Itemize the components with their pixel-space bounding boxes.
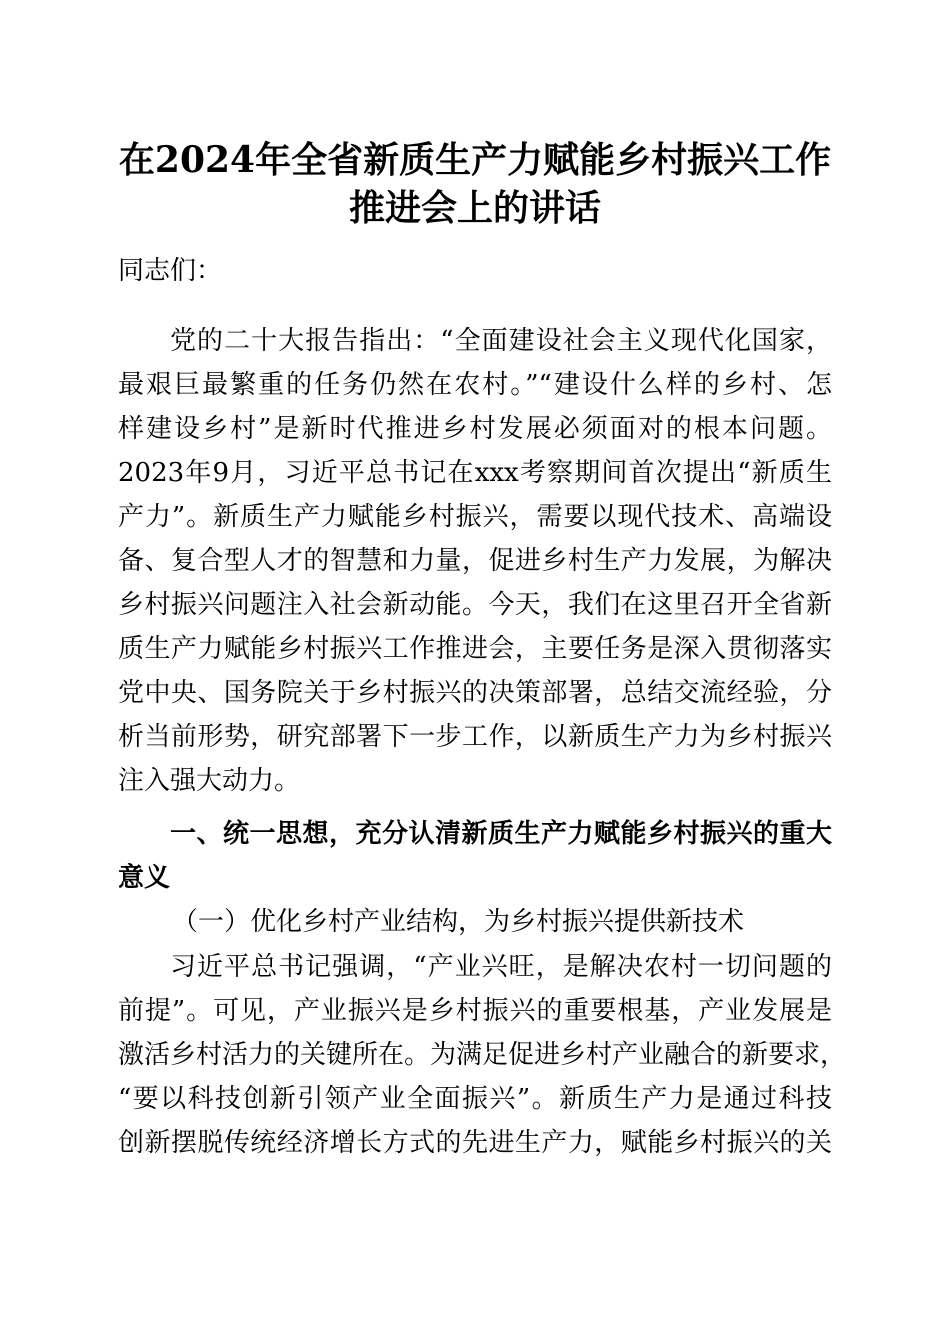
body-line: 前提”。可见，产业振兴是乡村振兴的重要根基，产业发展是 (118, 996, 832, 1026)
intro-line: 党中央、国务院关于乡村振兴的决策部署，总结交流经验，分 (118, 678, 832, 708)
body-line: “要以科技创新引领产业全面振兴”。新质生产力是通过科技 (118, 1084, 832, 1114)
document-title-line-2: 推进会上的讲话 (348, 187, 601, 229)
intro-line: 最艰巨最繁重的任务仍然在农村。”“建设什么样的乡村、怎 (118, 370, 832, 400)
intro-line: 注入强大动力。 (118, 766, 301, 796)
subsection-heading: （一）优化乡村产业结构，为乡村振兴提供新技术 (172, 907, 745, 937)
intro-line: 备、复合型人才的智慧和力量，促进乡村生产力发展，为解决 (118, 546, 832, 576)
intro-line: 质生产力赋能乡村振兴工作推进会，主要任务是深入贯彻落实 (118, 634, 832, 664)
document-title-line-1: 在2024年全省新质生产力赋能乡村振兴工作 (118, 139, 832, 181)
body-line: 创新摆脱传统经济增长方式的先进生产力，赋能乡村振兴的关 (118, 1128, 832, 1158)
greeting: 同志们： (118, 256, 223, 286)
intro-line: 党的二十大报告指出：“全面建设社会主义现代化国家， (170, 326, 832, 356)
intro-line: 产力”。新质生产力赋能乡村振兴，需要以现代技术、高端设 (118, 502, 832, 532)
body-line: 激活乡村活力的关键所在。为满足促进乡村产业融合的新要求， (118, 1040, 847, 1070)
intro-line: 乡村振兴问题注入社会新动能。今天，我们在这里召开全省新 (118, 590, 832, 620)
intro-line: 样建设乡村”是新时代推进乡村发展必须面对的根本问题。 (118, 414, 832, 444)
body-line: 习近平总书记强调，“产业兴旺，是解决农村一切问题的 (170, 952, 832, 982)
intro-line: 2023年9月，习近平总书记在xxx考察期间首次提出“新质生 (118, 458, 832, 488)
section-heading-line-2: 意义 (118, 863, 171, 893)
intro-line: 析当前形势，研究部署下一步工作，以新质生产力为乡村振兴 (118, 722, 832, 752)
section-heading-line-1: 一、统一思想，充分认清新质生产力赋能乡村振兴的重大 (170, 819, 832, 849)
